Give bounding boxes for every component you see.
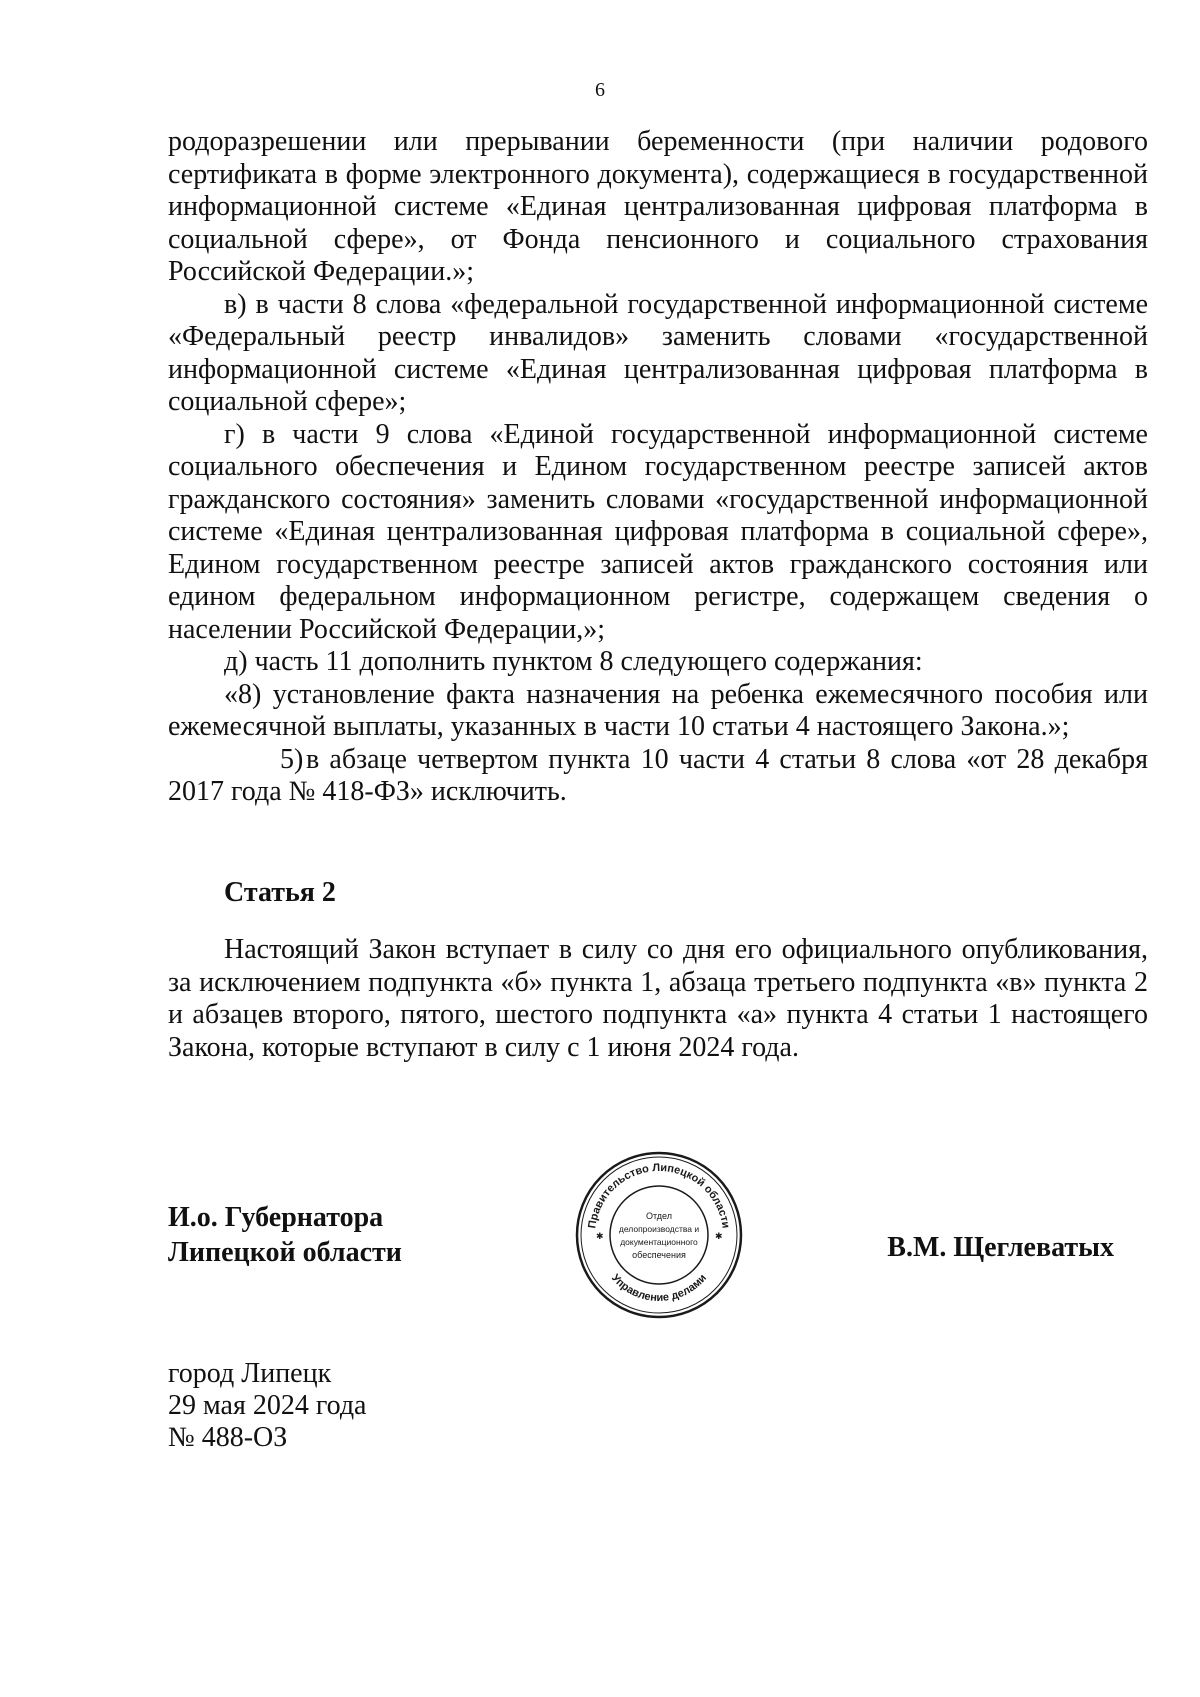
signatory-title-line: И.о. Губернатора: [168, 1202, 384, 1233]
page-number: 6: [595, 79, 605, 101]
stamp-inner-line: документационного: [620, 1237, 698, 1247]
signatory-title: [168, 1200, 402, 1270]
paragraph: Настоящий Закон вступает в силу со дня его официального опубликования, за исключением подпункта «б» пункта 1, абзаца третьего подпункта «в» пункта 2 и абзацев второго, пятого, шестого подпункта «а» пункта 4 статьи 1 настоящего Закона, которые вступают в силу с 1 июня 2024 года.: [168, 934, 1148, 1063]
signatory-name: В.М. Щеглеватых: [887, 1232, 1114, 1263]
stamp-inner-line: обеспечения: [632, 1250, 686, 1260]
paragraph: в) в части 8 слова «федеральной государственной информационной системе «Федеральный реестр инвалидов» заменить словами «государственной информационной системе «Единая централизованная цифровая платформа в социальной сфере»;: [168, 288, 1148, 417]
stamp-inner-line: Отдел: [645, 1211, 673, 1221]
document-footer: [168, 1358, 367, 1454]
date: 29 мая 2024 года: [168, 1390, 367, 1421]
article-1-continuation: [168, 126, 1148, 809]
official-stamp: [574, 1150, 744, 1320]
stamp-inner-line: делопроизводства и: [618, 1224, 700, 1234]
star-icon: ✱: [596, 1231, 604, 1241]
svg-text:Управление делами: [609, 1272, 709, 1304]
city: город Липецк: [168, 1358, 332, 1389]
item-text: в абзаце четвертом пункта 10 части 4 статьи 8 слова «от 28 декабря 2017 года № 418-ФЗ» исключить.: [168, 743, 1148, 807]
paragraph: д) часть 11 дополнить пунктом 8 следующего содержания:: [224, 646, 923, 677]
paragraph: «8) установление факта назначения на ребенка ежемесячного пособия или ежемесячной выплаты, указанных в части 10 статьи 4 настоящего Закона.»;: [168, 678, 1148, 742]
paragraph: г) в части 9 слова «Единой государственной информационной системе социального обеспечения и Едином государственном реестре записей актов гражданского состояния» заменить словами «государственной информационной системе «Единая централизованная цифровая платформа в социальной сфере», Едином государственном реестре записей актов гражданского состояния или едином федеральном информационном регистре, содержащем сведения о населении Российской Федерации,»;: [168, 418, 1148, 645]
article-2-body: [168, 934, 1148, 1064]
paragraph: родоразрешении или прерывании беременности (при наличии родового сертификата в форме электронного документа), содержащиеся в государственной информационной системе «Единая централизованная цифровая платформа в социальной сфере», от Фонда пенсионного и социального страхования Российской Федерации.»;: [168, 126, 1148, 287]
law-number: № 488-ОЗ: [168, 1422, 288, 1453]
stamp-outer-top-text: Правительство Липецкой области: [586, 1161, 732, 1230]
article-2-heading: Статья 2: [224, 877, 336, 908]
signatory-title-line: Липецкой области: [168, 1237, 402, 1268]
paragraph-item-5: [168, 744, 1148, 809]
star-icon: ✱: [715, 1231, 723, 1241]
item-number: 5): [280, 743, 304, 775]
stamp-outer-bottom-text: Управление делами: [609, 1272, 709, 1305]
stamp-seal-graphic: [574, 1150, 744, 1320]
